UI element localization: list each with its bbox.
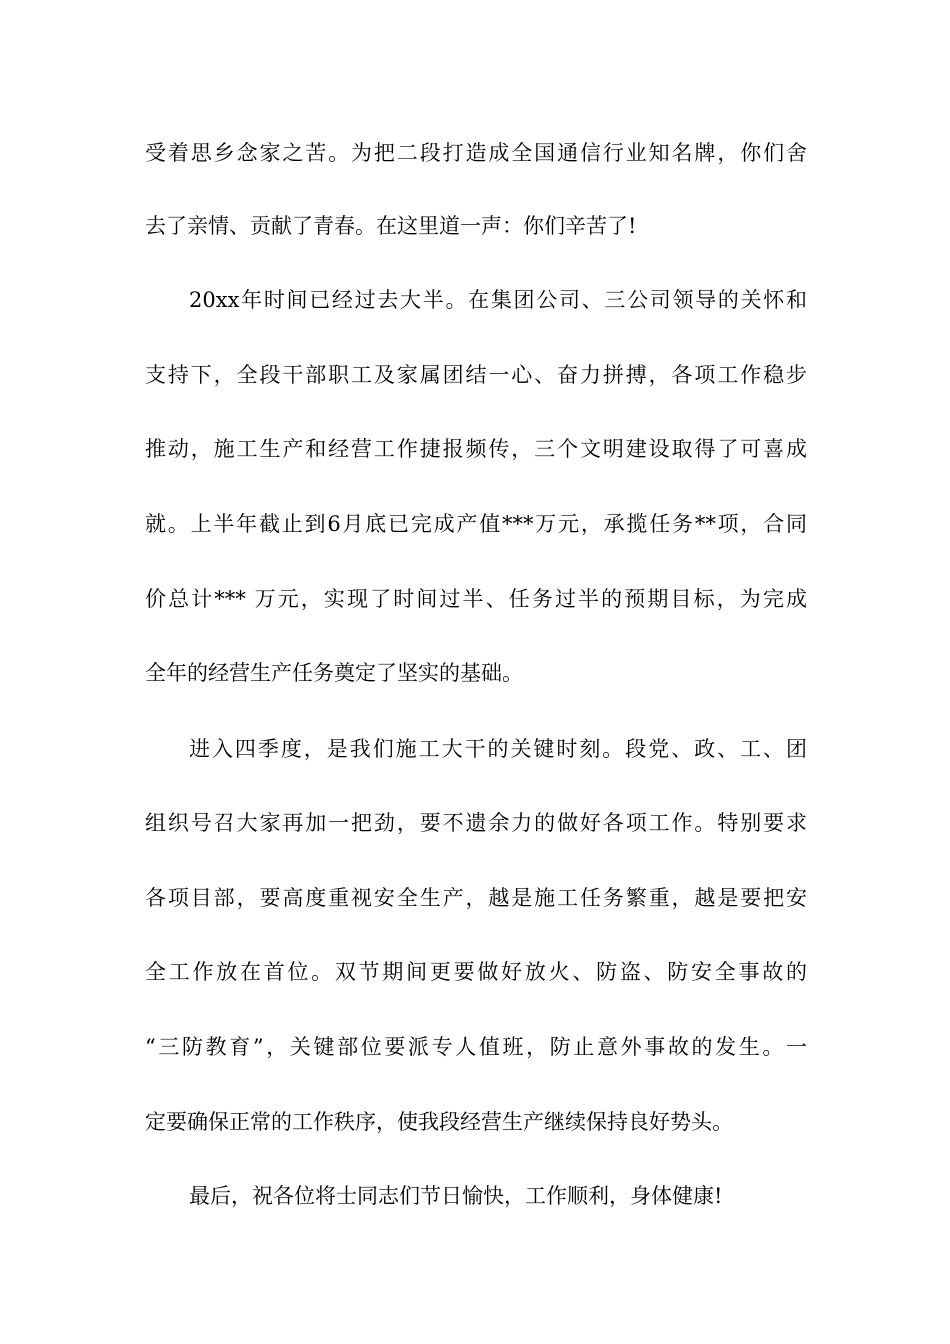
paragraph-2-line-5: 价总计*** 万元，实现了时间过半、任务过半的预期目标，为完成 xyxy=(145,587,807,611)
paragraph-2-line-2: 支持下，全段干部职工及家属团结一心、奋力拼搏，各项工作稳步 xyxy=(145,363,807,387)
paragraph-2-line-4: 就。上半年截止到6月底已完成产值***万元，承揽任务**项，合同 xyxy=(145,512,807,536)
paragraph-3-line-3: 各项目部，要高度重视安全生产，越是施工任务繁重，越是要把安 xyxy=(145,886,807,910)
paragraph-1-line-2: 去了亲情、贡献了青春。在这里道一声：你们辛苦了! xyxy=(145,214,637,238)
paragraph-3-line-5: “三防教育”，关键部位要派专人值班，防止意外事故的发生。一 xyxy=(145,1035,807,1059)
paragraph-2-line-6: 全年的经营生产任务奠定了坚实的基础。 xyxy=(145,661,523,685)
paragraph-3-line-2: 组织号召大家再加一把劲，要不遗余力的做好各项工作。特别要求 xyxy=(145,811,807,835)
paragraph-2-line-1: 20xx年时间已经过去大半。在集团公司、三公司领导的关怀和 xyxy=(189,288,807,312)
paragraph-1-line-1: 受着思乡念家之苦。为把二段打造成全国通信行业知名牌，你们舍 xyxy=(145,141,807,165)
paragraph-3-line-4: 全工作放在首位。双节期间更要做好放火、防盗、防安全事故的 xyxy=(145,960,807,984)
paragraph-3-line-1: 进入四季度，是我们施工大干的关键时刻。段党、政、工、团 xyxy=(189,737,807,761)
paragraph-2-line-3: 推动，施工生产和经营工作捷报频传，三个文明建设取得了可喜成 xyxy=(145,437,807,461)
paragraph-3-line-6: 定要确保正常的工作秩序，使我段经营生产继续保持良好势头。 xyxy=(145,1110,733,1134)
paragraph-4-line-1: 最后，祝各位将士同志们节日愉快，工作顺利，身体健康! xyxy=(189,1184,723,1208)
